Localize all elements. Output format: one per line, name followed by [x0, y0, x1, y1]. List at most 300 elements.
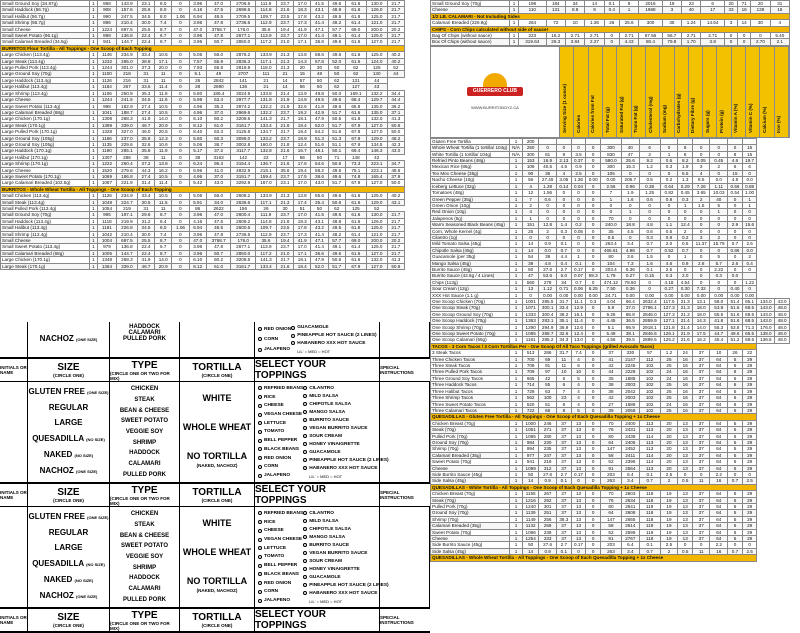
nutrient-value: 6.24 — [189, 161, 206, 167]
item-name: Side Salsa (45g) — [431, 478, 510, 484]
heat-level[interactable]: LIL' ○ MED ○ HOT — [309, 598, 343, 604]
checkbox-circle-icon[interactable] — [258, 599, 262, 603]
checkbox-circle-icon[interactable] — [303, 543, 307, 547]
nutrient-value: 2.7 — [557, 471, 572, 477]
topping-option[interactable] — [258, 464, 303, 469]
nutrient-value: 50 — [311, 77, 328, 83]
nutrient-value: 0 — [172, 141, 189, 147]
tortilla-option[interactable] — [187, 577, 247, 595]
checkbox-circle-icon[interactable] — [258, 395, 262, 399]
nutrient-value: 13 — [678, 452, 693, 458]
checkbox-circle-icon[interactable] — [258, 538, 262, 542]
nutrient-value: 69.0 — [345, 238, 366, 244]
nutrient-value: 1 — [523, 215, 539, 221]
nutrient-value: 6 — [728, 382, 743, 388]
checkbox-circle-icon[interactable] — [258, 327, 262, 331]
heat-level[interactable]: LIL' ○ MED ○ HOT — [297, 348, 331, 354]
nutrient-value: 2.71 — [701, 33, 724, 39]
type-option[interactable]: HADDOCK — [129, 450, 160, 457]
special-cell[interactable] — [380, 507, 430, 607]
type-option[interactable]: HADDOCK — [129, 324, 160, 330]
nutrient-value: 51.7 — [328, 122, 345, 128]
checkbox-circle-icon[interactable] — [303, 394, 307, 398]
type-option[interactable]: BEAN & CHEESE — [119, 532, 170, 539]
nutrient-value: 12.4 — [294, 141, 311, 147]
type-option[interactable]: VEGGIE SOY — [125, 428, 164, 435]
checkbox-circle-icon[interactable] — [303, 402, 307, 406]
topping-option[interactable] — [303, 394, 388, 399]
nutrient-value: 2.9 — [728, 222, 743, 228]
nutrient-value: 0 — [172, 231, 189, 237]
nutrient-value: 37 — [557, 465, 572, 471]
nutrient-value: 13 — [571, 516, 586, 522]
checkbox-circle-icon[interactable] — [258, 555, 262, 559]
nutrient-value: 53.8 — [728, 324, 743, 330]
nutrient-value: 66 — [539, 407, 557, 413]
column-header-label: Trans Fat (g) — [633, 105, 639, 133]
topping-option[interactable] — [303, 410, 388, 415]
nutrient-value: 50.0 — [387, 180, 404, 186]
topping-option[interactable] — [303, 434, 388, 439]
checkbox-circle-icon[interactable] — [258, 456, 262, 460]
special-cell[interactable] — [380, 322, 430, 357]
tortilla-label: WHITE — [202, 393, 232, 403]
topping-option[interactable] — [258, 598, 303, 603]
initials-cell[interactable] — [0, 507, 28, 607]
checkbox-circle-icon[interactable] — [258, 474, 262, 478]
column-header-label: Vitamin A (%) — [733, 103, 739, 133]
checkbox-circle-icon[interactable] — [258, 447, 262, 451]
topping-option[interactable] — [303, 559, 388, 564]
nutrient-value: 17.0 — [294, 33, 311, 39]
checkbox-circle-icon[interactable] — [291, 334, 295, 338]
nutrient-value: 0.04 — [571, 183, 586, 189]
checkbox-circle-icon[interactable] — [258, 430, 262, 434]
nutrient-value: 79.8 — [662, 39, 681, 45]
special-cell[interactable] — [380, 382, 430, 482]
checkbox-circle-icon[interactable] — [303, 519, 307, 523]
type-option[interactable]: CHICKEN — [130, 386, 159, 393]
item-name: Large Ground Soy (105g) — [1, 135, 90, 141]
topping-option[interactable] — [291, 341, 376, 346]
nutrient-value: 5 — [728, 516, 743, 522]
nutrient-value: 0 — [586, 523, 601, 529]
checkbox-circle-icon[interactable] — [258, 421, 262, 425]
checkbox-circle-icon[interactable] — [303, 418, 307, 422]
type-option[interactable]: STEAK — [134, 521, 155, 528]
nutrient-value: N/A — [509, 151, 522, 157]
nutrient-value: 21.7 — [387, 7, 404, 13]
topping-option[interactable] — [258, 327, 291, 332]
type-option[interactable]: HADDOCK — [129, 575, 160, 582]
nutrient-value: 5.7 — [710, 260, 728, 266]
topping-option[interactable] — [303, 567, 388, 572]
topping-option[interactable] — [258, 429, 303, 434]
nutrient-value: 2600.6 — [231, 225, 256, 231]
item-name: Large Sweet Potato (113.4g) — [1, 103, 90, 109]
topping-option[interactable] — [303, 442, 388, 447]
type-option[interactable]: SWEET POTATO — [120, 418, 168, 425]
nutrient-value: 127.1 — [660, 318, 678, 324]
tortilla-option[interactable] — [203, 394, 232, 403]
topping-label: BLACK BEANS — [264, 571, 299, 577]
nutrient-value: 147 — [601, 446, 622, 452]
nutrient-value: 65.1 — [742, 299, 757, 305]
nutrient-value: 10.5 — [155, 193, 172, 199]
tortilla-title: TORTILLA — [192, 487, 242, 498]
topping-option[interactable] — [303, 543, 388, 548]
section-title: QUESADILLAS - Gluten Free Tortilla - All Toppings - One Scoop of Each Quesadilla Topping + 1x Cheese — [431, 414, 757, 420]
nutrient-value: 6.94 — [189, 225, 206, 231]
nutrient-value: 6.0 — [557, 273, 572, 279]
size-option[interactable] — [40, 592, 98, 601]
nutrient-value: 0 — [586, 471, 601, 477]
column-header-label: Serving Size (1 ounce) — [561, 83, 567, 133]
nutrient-value: 0.6 — [639, 196, 660, 202]
nutrient-value: 6 — [728, 164, 743, 170]
checkbox-circle-icon[interactable] — [291, 326, 295, 330]
topping-option[interactable] — [303, 458, 388, 463]
size-option[interactable] — [44, 451, 93, 460]
topping-option[interactable] — [258, 546, 303, 551]
size-option[interactable]: NACHOZ (ONE SIZE) — [39, 334, 98, 343]
nutrient-value: 1 — [509, 491, 522, 497]
nutrient-value: 3208.6 — [231, 116, 256, 122]
tortilla-option[interactable] — [183, 423, 251, 432]
nutrient-value: 41.4 — [311, 20, 328, 26]
nutrient-value: 35.8 — [137, 148, 154, 154]
nutrient-value: 37 — [693, 388, 710, 394]
nutrient-value: 27.6 — [539, 266, 557, 272]
topping-label: VEGAN CHEESE — [264, 412, 303, 418]
topping-option[interactable] — [303, 519, 388, 524]
nutrient-value: 700 — [523, 356, 539, 362]
checkbox-circle-icon[interactable] — [258, 386, 262, 390]
size-option[interactable] — [49, 404, 89, 412]
checkbox-circle-icon[interactable] — [258, 564, 262, 568]
special-title: SPECIAL INSTRUCTIONS — [380, 365, 414, 375]
checkbox-circle-icon[interactable] — [303, 567, 307, 571]
nutrient-value: 0 — [693, 145, 710, 151]
topping-option[interactable] — [303, 527, 388, 532]
checkbox-circle-icon[interactable] — [258, 572, 262, 576]
nutrient-value: 53.6 — [539, 273, 557, 279]
size-option[interactable] — [28, 388, 108, 397]
nutrient-value: 0.9 — [660, 234, 678, 240]
item-name: Burrito Sauce (42.6g / 4 Lines) — [431, 273, 510, 279]
checkbox-circle-icon[interactable] — [303, 410, 307, 414]
nutrient-value: 2 — [710, 164, 728, 170]
nutrient-value: 0 — [728, 202, 743, 208]
type-option[interactable]: SWEET POTATO — [120, 543, 168, 550]
nutrient-value: 6 — [557, 375, 572, 381]
nutrient-value: 0 — [742, 209, 757, 215]
topping-option[interactable] — [258, 403, 303, 408]
nutrient-value: 0.00 — [621, 292, 639, 298]
nutrient-value: 48.0 — [775, 305, 790, 311]
nutrient-value: 6.25 — [586, 286, 601, 292]
topping-option[interactable] — [258, 520, 303, 525]
nutrient-value: 0 — [742, 286, 757, 292]
size-note: (ONE SIZE) — [76, 469, 98, 475]
nutrient-value: 41 — [601, 356, 622, 362]
nutrient-value: 42 — [601, 395, 622, 401]
type-option[interactable]: CHICKEN — [130, 511, 159, 518]
checkbox-circle-icon[interactable] — [303, 466, 307, 470]
nutrient-value: 0 — [586, 529, 601, 535]
nutrient-value: 2899.5 — [639, 337, 660, 343]
topping-label: BELL PEPPER — [264, 438, 298, 444]
size-option[interactable] — [40, 467, 98, 476]
nutrient-value: 20 — [660, 446, 678, 452]
checkbox-circle-icon[interactable] — [303, 442, 307, 446]
nutrient-value: 29 — [742, 439, 757, 445]
topping-option[interactable] — [303, 450, 388, 455]
nutrient-value: 9 — [619, 1, 638, 7]
checkbox-circle-icon[interactable] — [303, 386, 307, 390]
topping-option[interactable] — [291, 333, 376, 338]
nutrient-value: 95.3 — [206, 161, 231, 167]
nutrient-value: 1 — [89, 257, 97, 263]
checkbox-circle-icon[interactable] — [258, 581, 262, 585]
nutrient-value: 3161.7 — [231, 122, 256, 128]
topping-option[interactable] — [303, 591, 388, 596]
topping-option[interactable] — [303, 551, 388, 556]
tortilla-option[interactable] — [187, 452, 247, 470]
item-name: One Scoop Steak (70g) — [431, 305, 510, 311]
nutrient-value: 263.4 — [601, 241, 622, 247]
topping-option[interactable] — [258, 563, 303, 568]
type-option[interactable]: PULLED PORK — [122, 336, 166, 342]
checkbox-circle-icon[interactable] — [258, 404, 262, 408]
checkbox-circle-icon[interactable] — [258, 590, 262, 594]
checkbox-circle-icon[interactable] — [291, 341, 295, 345]
nutrient-value: 0.00 — [601, 177, 622, 183]
topping-option[interactable] — [258, 395, 303, 400]
nutrient-value: 203 — [601, 542, 622, 548]
nutrient-value: 37 — [693, 504, 710, 510]
checkbox-circle-icon[interactable] — [258, 348, 262, 352]
checkbox-circle-icon[interactable] — [258, 413, 262, 417]
nutrient-value: 0 — [728, 196, 743, 202]
nutrient-value: 133.9 — [256, 52, 277, 58]
topping-option[interactable] — [258, 421, 303, 426]
type-option[interactable]: STEAK — [134, 396, 155, 403]
nutrient-value: 0 — [539, 145, 557, 151]
column-header-label: Carbohydrates (g) — [676, 93, 682, 133]
checkbox-circle-icon[interactable] — [258, 337, 262, 341]
nutrient-value: 13 — [571, 427, 586, 433]
topping-option[interactable] — [258, 386, 303, 391]
topping-option[interactable] — [303, 535, 388, 540]
checkbox-circle-icon[interactable] — [303, 450, 307, 454]
nutrient-value: 86.8 — [621, 311, 639, 317]
nutrient-value: 1 — [89, 90, 97, 96]
topping-option[interactable] — [303, 511, 388, 516]
nutrient-value: 49.6 — [328, 39, 345, 45]
topping-option[interactable] — [303, 386, 388, 391]
nutrient-value: 21 — [256, 84, 277, 90]
size-option[interactable] — [44, 576, 93, 585]
nutrient-value: 0 — [586, 183, 601, 189]
nutrient-value: 2767 — [621, 536, 639, 542]
checkbox-circle-icon[interactable] — [303, 535, 307, 539]
initials-cell[interactable] — [0, 382, 28, 482]
checkbox-circle-icon[interactable] — [303, 551, 307, 555]
checkbox-circle-icon[interactable] — [258, 546, 262, 550]
size-option[interactable] — [32, 435, 105, 444]
nutrient-value: 69 — [539, 356, 557, 362]
checkbox-circle-icon[interactable] — [303, 559, 307, 563]
nutrient-value: 29 — [742, 516, 757, 522]
topping-option[interactable] — [258, 347, 291, 352]
nutrient-value: 127.0 — [366, 122, 387, 128]
nutrient-value: 1 — [89, 65, 97, 71]
initials-cell[interactable] — [0, 322, 28, 357]
item-name: Large Steak (170.1g) — [1, 122, 90, 128]
nutrient-value: 13 — [571, 433, 586, 439]
nutrient-value: 0.7 — [639, 247, 660, 253]
checkbox-circle-icon[interactable] — [258, 529, 262, 533]
checkbox-circle-icon[interactable] — [303, 434, 307, 438]
type-option[interactable]: SHRIMP — [132, 439, 157, 446]
type-option[interactable]: SHRIMP — [132, 564, 157, 571]
type-option[interactable]: PULLED PORK — [122, 596, 166, 603]
topping-option[interactable] — [303, 575, 388, 580]
type-option[interactable]: BEAN & CHEESE — [119, 407, 170, 414]
checkbox-circle-icon[interactable] — [303, 575, 307, 579]
topping-option[interactable] — [258, 554, 303, 559]
nutrient-value: 4.8 — [728, 177, 743, 183]
nutrient-value: 1 — [509, 331, 522, 337]
type-option[interactable]: CALAMARI — [128, 585, 161, 592]
nutrient-value: 65.8 — [345, 103, 366, 109]
tortilla-option[interactable] — [203, 519, 232, 528]
logo-badge — [465, 73, 525, 103]
checkbox-circle-icon[interactable] — [258, 439, 262, 443]
nutrient-value: 113 — [639, 465, 660, 471]
size-option[interactable] — [55, 544, 83, 552]
nutrient-value: 56.0 — [206, 193, 231, 199]
nutrient-value: 144.7 — [116, 250, 137, 256]
nutrient-value: 709 — [523, 369, 539, 375]
nutrient-value: 68.5 — [742, 318, 757, 324]
checkbox-circle-icon[interactable] — [258, 511, 262, 515]
checkbox-circle-icon[interactable] — [303, 591, 307, 595]
nutrient-value: 1 — [89, 250, 97, 256]
tortilla-option[interactable] — [183, 548, 251, 557]
type-option[interactable]: CALAMARI — [128, 460, 161, 467]
topping-label: JALAPENO — [264, 347, 291, 353]
nutrient-value: 0 — [728, 542, 743, 548]
type-option[interactable]: VEGGIE SOY — [125, 553, 164, 560]
topping-option[interactable] — [258, 337, 291, 342]
nutrient-value: 0.6 — [660, 158, 678, 164]
nutrient-value: 21.6 — [276, 161, 293, 167]
type-option[interactable]: CALAMARI — [128, 330, 161, 336]
topping-option[interactable] — [258, 589, 303, 594]
nutrient-value: 230 — [539, 439, 557, 445]
topping-option[interactable] — [258, 412, 303, 417]
nutrient-value: 42 — [601, 363, 622, 369]
type-option[interactable]: PULLED PORK — [122, 471, 166, 478]
topping-option[interactable] — [258, 581, 303, 586]
nutrient-value: 0.6 — [539, 196, 557, 202]
nutrient-value: 48.0 — [775, 318, 790, 324]
nutrient-value: 0 — [728, 266, 743, 272]
checkbox-circle-icon[interactable] — [303, 426, 307, 430]
nutrient-value: 21.0 — [276, 250, 293, 256]
nutrient-value: 1244 — [97, 65, 116, 71]
nutrient-value: 41.4 — [311, 244, 328, 250]
size-option[interactable] — [32, 560, 105, 569]
checkbox-circle-icon[interactable] — [258, 520, 262, 524]
nutrient-value: 49.6 — [328, 52, 345, 58]
nutrient-value: 0 — [586, 241, 601, 247]
nutrient-value: 13 — [678, 433, 693, 439]
checkbox-circle-icon[interactable] — [303, 511, 307, 515]
checkbox-circle-icon[interactable] — [303, 458, 307, 462]
nutrient-value: 2400 — [621, 420, 639, 426]
topping-option[interactable] — [258, 537, 303, 542]
checkbox-circle-icon[interactable] — [303, 527, 307, 531]
nutrient-value: 1.4 — [557, 222, 572, 228]
heat-level[interactable]: LIL' ○ MED ○ HOT — [309, 473, 343, 479]
topping-option[interactable] — [303, 583, 388, 588]
tortilla-note: (NAKED, NACHOZ) — [196, 463, 238, 468]
nutrient-value: 16 — [770, 7, 789, 13]
nutrient-value: 37 — [557, 523, 572, 529]
topping-option[interactable] — [303, 466, 388, 471]
nutrient-value: 133.2 — [256, 135, 277, 141]
nutrient-value: 16 — [678, 401, 693, 407]
nutrient-value: 0.00 — [693, 292, 710, 298]
topping-option[interactable] — [258, 447, 303, 452]
nutrient-value: 0.5 — [678, 241, 693, 247]
size-option[interactable] — [49, 529, 89, 537]
topping-option[interactable] — [258, 572, 303, 577]
size-option[interactable] — [28, 513, 108, 522]
topping-option[interactable] — [303, 402, 388, 407]
nutrient-value: 3.05 — [557, 177, 572, 183]
topping-option[interactable] — [303, 426, 388, 431]
nutrient-value: 2245 — [621, 363, 639, 369]
nutrient-value: 0.1 — [571, 260, 586, 266]
topping-option[interactable] — [291, 325, 376, 330]
nutrient-value: 1190 — [97, 148, 116, 154]
tortilla-subtitle: (CIRCLE ONE) — [201, 623, 233, 628]
topping-option[interactable] — [258, 438, 303, 443]
nutrient-value: 218 — [539, 459, 557, 465]
nutrient-value: 50 — [328, 65, 345, 71]
topping-option[interactable] — [303, 418, 388, 423]
column-header-label: Saturated Fat (g) — [618, 96, 624, 133]
size-option[interactable] — [55, 419, 83, 427]
nutrient-value: 47.0 — [206, 1, 231, 7]
topping-option[interactable] — [258, 528, 303, 533]
topping-option[interactable] — [258, 473, 303, 478]
checkbox-circle-icon[interactable] — [258, 465, 262, 469]
nutrient-value: 29 — [742, 388, 757, 394]
nutrient-value: 1 — [509, 388, 522, 394]
nutrient-value: 280 — [539, 433, 557, 439]
nutrient-value: 200.0 — [366, 26, 387, 32]
topping-option[interactable] — [258, 456, 303, 461]
topping-option[interactable] — [258, 511, 303, 516]
nutrient-value: 0 — [571, 234, 586, 240]
checkbox-circle-icon[interactable] — [303, 583, 307, 587]
nutrient-value: 0 — [751, 33, 770, 39]
